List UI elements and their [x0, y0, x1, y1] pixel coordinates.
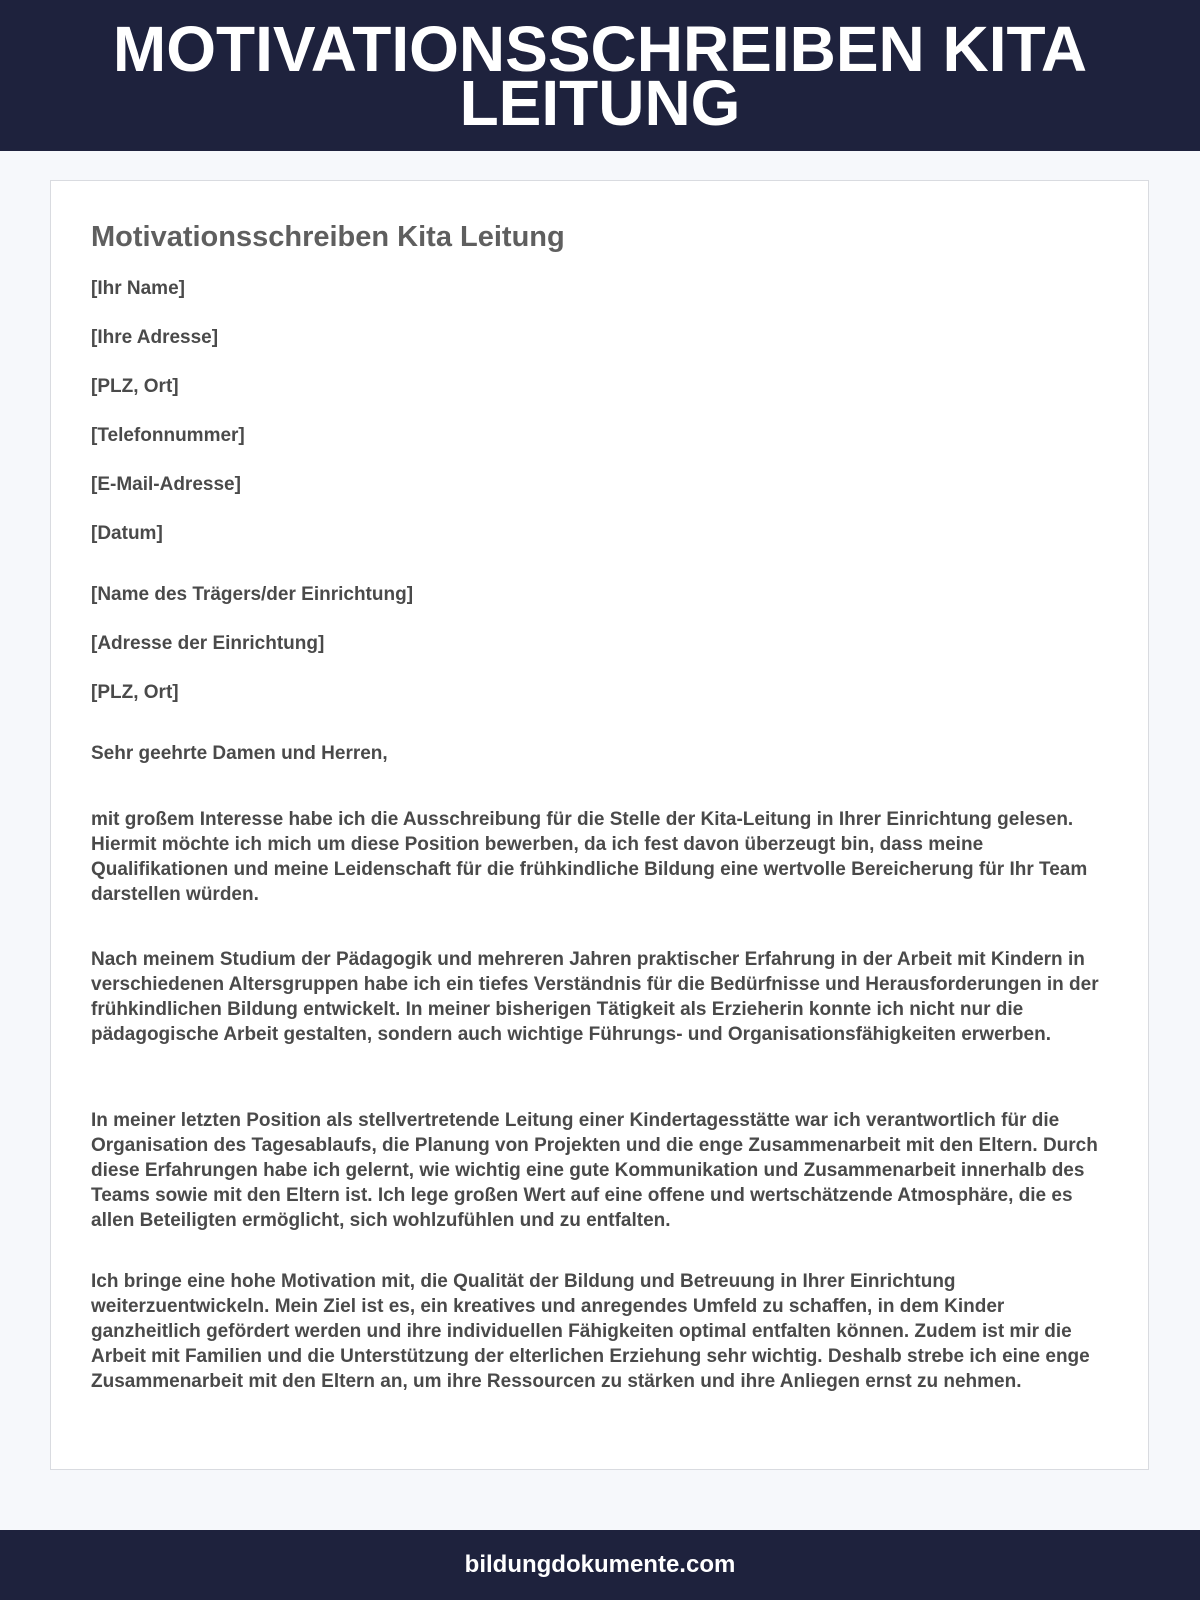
banner-title: MOTIVATIONSSCHREIBEN KITA LEITUNG — [112, 12, 1088, 139]
top-banner — [0, 0, 1200, 151]
sender-email: [E-Mail-Adresse] — [91, 474, 241, 495]
sender-postal-city: [PLZ, Ort] — [91, 376, 179, 397]
paragraph-3: In meiner letzten Position als stellvertretende Leitung einer Kindertagesstätte war ich verantwortlich für die Organisation des Tagesablaufs, die Planung von Projekten und die enge Zusammenarbeit mit den Eltern. Durch diese Erfahrungen habe ich gelernt, wie wichtig eine gute Kommunikation und Zusammenarbeit innerhalb des Teams sowie mit den Eltern ist. Ich lege großen Wert auf eine offene und wertschätzende Atmosphäre, die es allen Beteiligten ermöglicht, sich wohlzufühlen und zu entfalten. — [91, 1110, 1098, 1231]
document-heading: Motivationsschreiben Kita Leitung — [91, 221, 565, 253]
recipient-postal-city: [PLZ, Ort] — [91, 682, 179, 703]
paragraph-4: Ich bringe eine hohe Motivation mit, die Qualität der Bildung und Betreuung in Ihrer Einrichtung weiterzuentwickeln. Mein Ziel ist es, ein kreatives und anregendes Umfeld zu schaffen, in dem Kinder ganzheitlich gefördert werden und ihre individuellen Fähigkeiten optimal entfalten können. Zudem ist mir die Arbeit mit Familien und die Unterstützung der elterlichen Erziehung sehr wichtig. Deshalb strebe ich eine enge Zusammenarbeit mit den Eltern an, um ihre Ressourcen zu stärken und ihre Anliegen ernst zu nehmen. — [91, 1271, 1090, 1392]
document-card — [50, 180, 1149, 1470]
salutation: Sehr geehrte Damen und Herren, — [91, 743, 388, 764]
footer-banner — [0, 1530, 1200, 1600]
paragraph-1: mit großem Interesse habe ich die Ausschreibung für die Stelle der Kita-Leitung in Ihrer Einrichtung gelesen. Hiermit möchte ich mich um diese Position bewerben, da ich fest davon überzeugt bin, dass meine Qualifikationen und meine Leidenschaft für die frühkindliche Bildung eine wertvolle Bereicherung für Ihr Team darstellen würden. — [91, 809, 1088, 905]
recipient-address: [Adresse der Einrichtung] — [91, 633, 325, 654]
letter-date: [Datum] — [91, 523, 163, 544]
sender-address: [Ihre Adresse] — [91, 327, 219, 348]
recipient-organization: [Name des Trägers/der Einrichtung] — [91, 584, 414, 605]
sender-phone: [Telefonnummer] — [91, 425, 245, 446]
footer-site-name: bildungdokumente.com — [464, 1551, 736, 1578]
sender-name: [Ihr Name] — [91, 278, 185, 299]
paragraph-2: Nach meinem Studium der Pädagogik und mehreren Jahren praktischer Erfahrung in der Arbeit mit Kindern in verschiedenen Altersgruppen habe ich ein tiefes Verständnis für die Bedürfnisse und Herausforderungen in der frühkindlichen Bildung entwickelt. In meiner bisherigen Tätigkeit als Erzieherin konnte ich nicht nur die pädagogische Arbeit gestalten, sondern auch wichtige Führungs- und Organisationsfähigkeiten erwerben. — [91, 949, 1099, 1045]
